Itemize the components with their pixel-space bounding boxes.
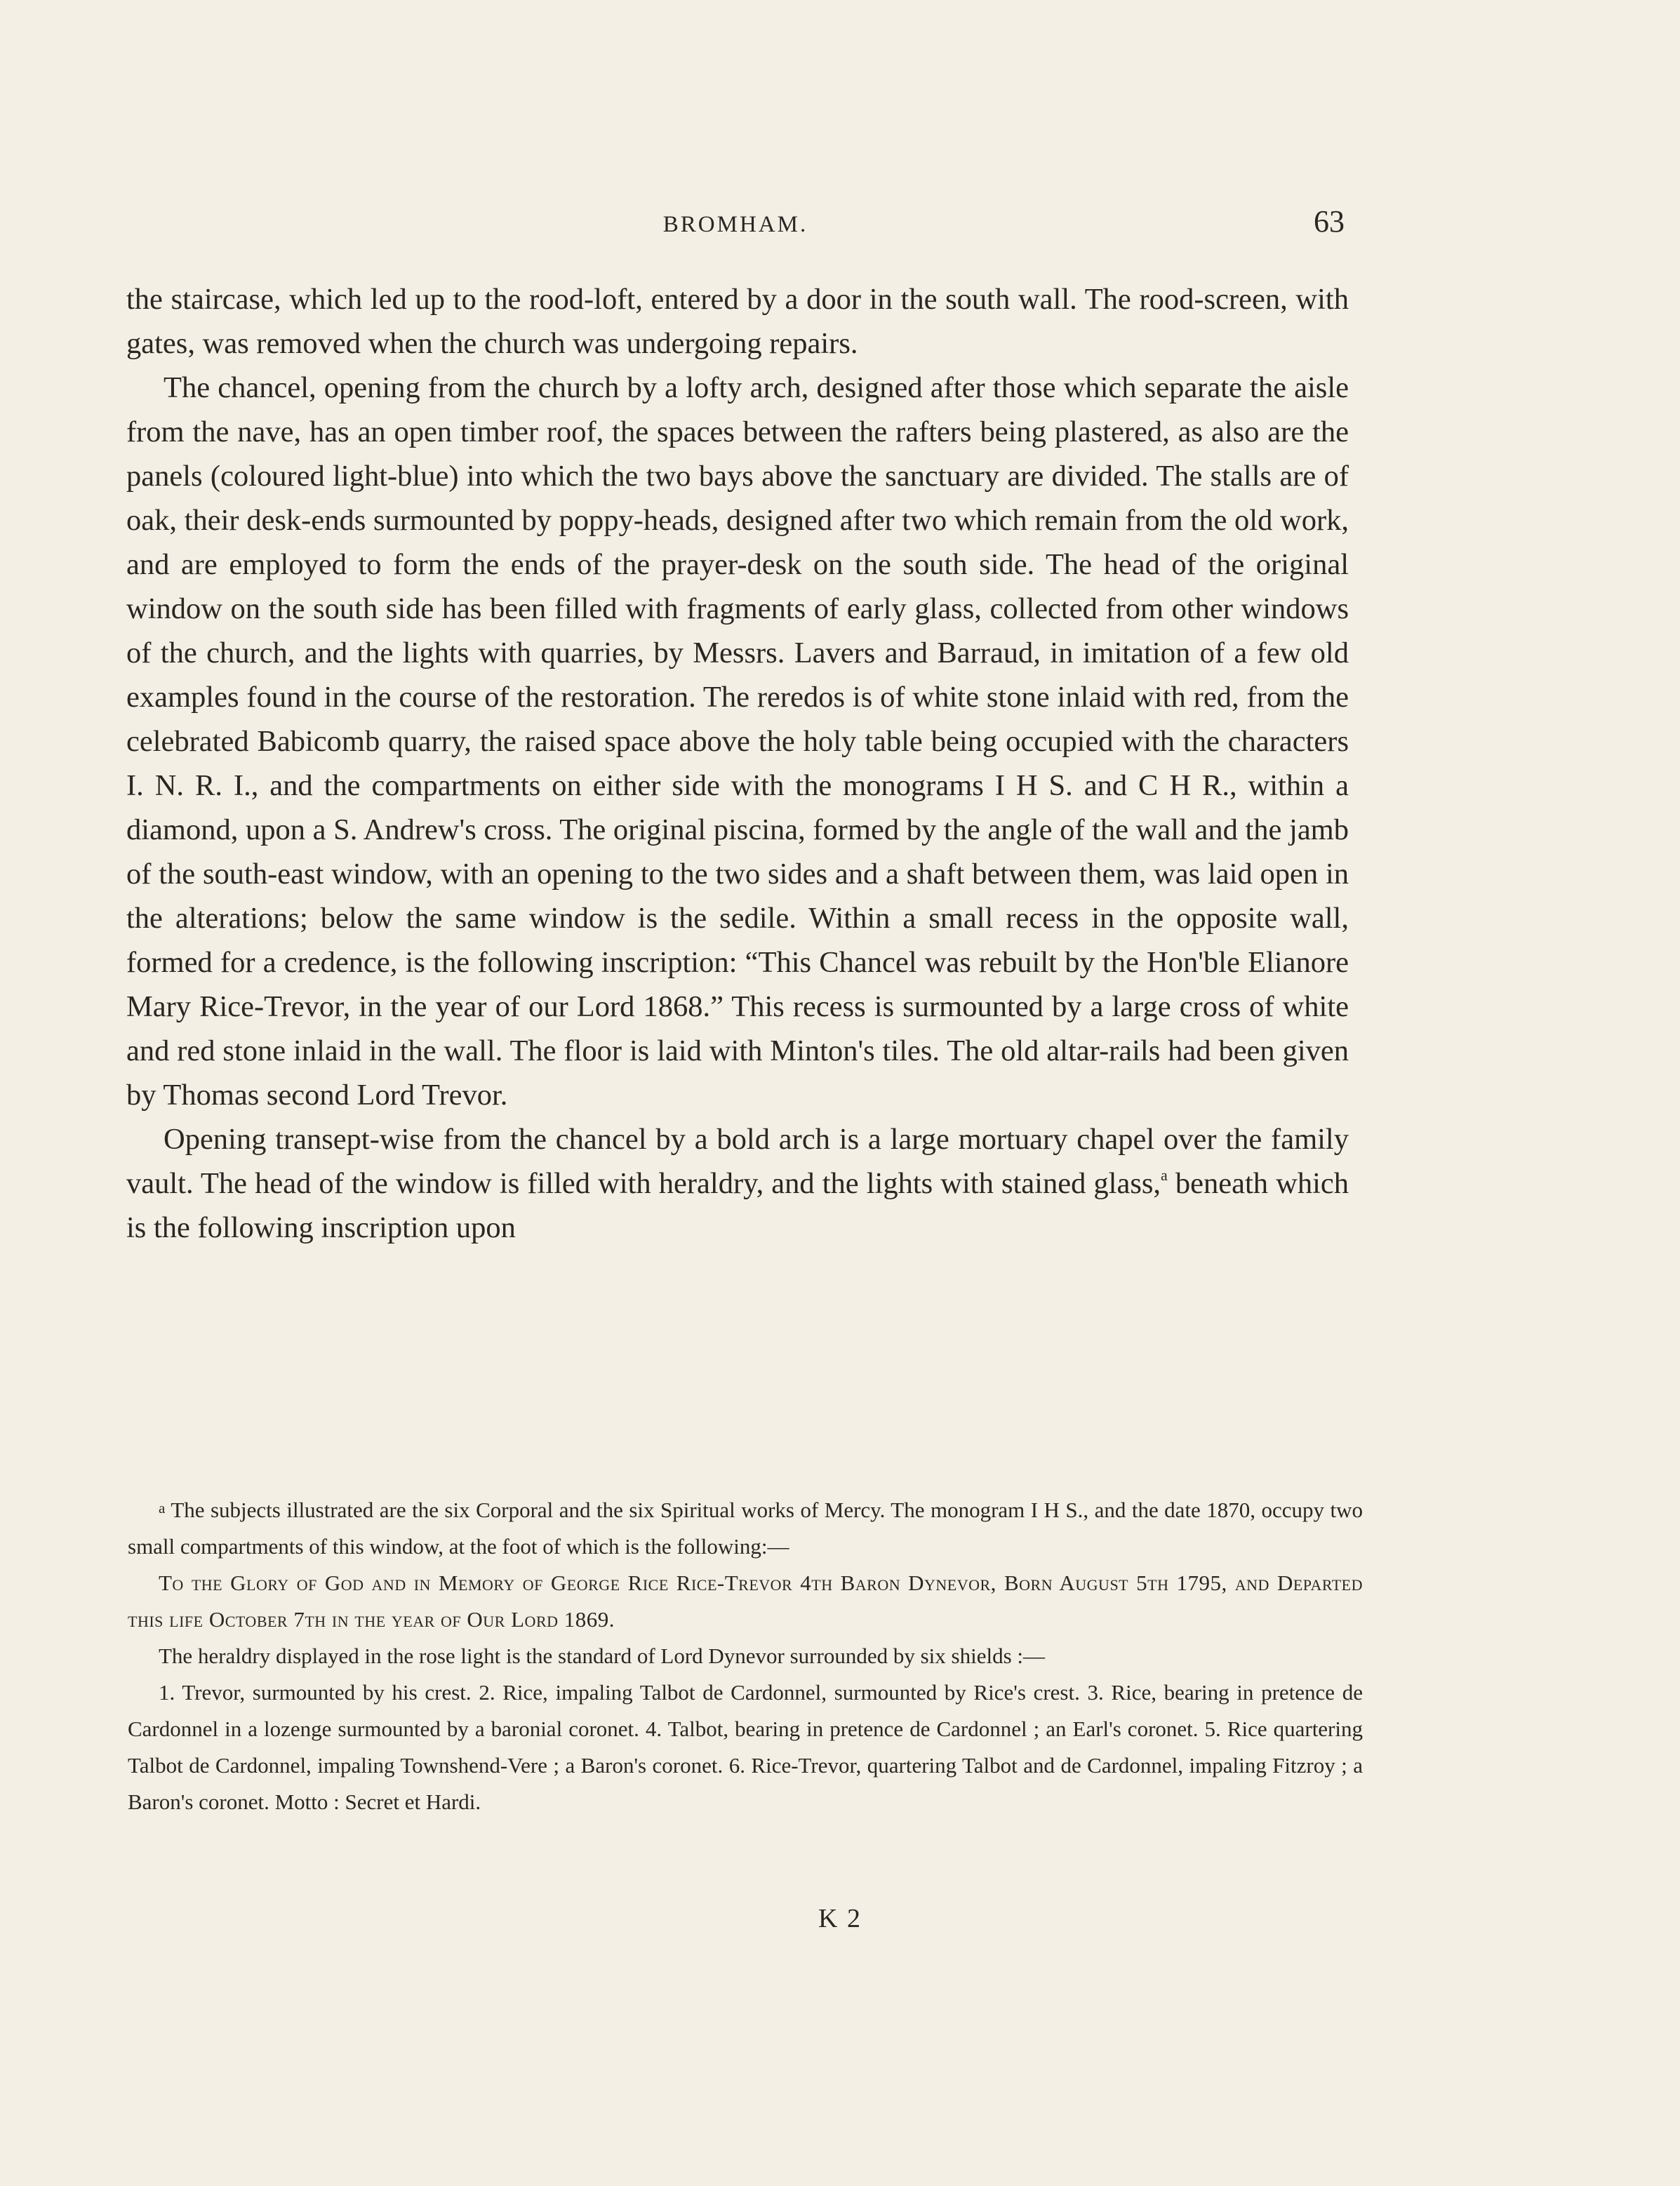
paragraph-2: The chancel, opening from the church by a lofty arch, designed after those which separate the aisle from the nave, has an open timber roof, the spaces between the rafters being plastered, as also are the panels (coloured light-blue) into which the two bays above the sanctuary are divided. The stalls are of oak, their desk-ends surmounted by poppy-heads, designed after two which remain from the old work, and are employed to form the ends of the prayer-desk on the south side. The head of the original window on the south side has been filled with fragments of early glass, collected from other windows of the church, and the lights with quarries, by Messrs. Lavers and Barraud, in imitation of a few old examples found in the course of the restoration. The reredos is of white stone inlaid with red, from the celebrated Babicomb quarry, the raised space above the holy table being occupied with the characters I. N. R. I., and the compartments on either side with the monograms I H S. and C H R., within a diamond, upon a S. Andrew's cross. The original piscina, formed by the angle of the wall and the jamb of the south-east window, with an opening to the two sides and a shaft between them, was laid open in the alterations; below the same window is the sedile. Within a small recess in the opposite wall, formed for a credence, is the following inscription: “This Chancel was rebuilt by the Hon'ble Elianore Mary Rice-Trevor, in the year of our Lord 1868.” This recess is surmounted by a large cross of white and red stone inlaid in the wall. The floor is laid with Minton's tiles. The old altar-rails had been given by Thomas second Lord Trevor. — [126, 371, 1349, 1112]
running-head — [126, 204, 1345, 246]
footnote-heraldry-intro: The heraldry displayed in the rose light is the standard of Lord Dynevor surrounded by six shields :— — [159, 1644, 1045, 1668]
footnote-block — [128, 1490, 1363, 1820]
paragraph-3 — [126, 1117, 1349, 1250]
footnote-dedication: To the Glory of God and in Memory of George Rice Rice-Trevor 4th Baron Dynevor, Born August 5th 1795, and Departed this life October 7th in the year of Our Lord 1869. — [128, 1571, 1363, 1632]
body-text — [126, 277, 1349, 1250]
paragraph-3-text: Opening transept-wise from the chancel by a bold arch is a large mortuary chapel over the family vault. The head of the window is filled with heraldry, and the lights with stained glass, — [126, 1123, 1349, 1200]
page-number: 63 — [1314, 204, 1345, 239]
running-title: BROMHAM. — [662, 212, 808, 237]
footnote-intro-text: The subjects illustrated are the six Corporal and the six Spiritual works of Mercy. The monogram I H S., and the date 1870, occupy two small compartments of this window, at the foot of which is the following:— — [128, 1498, 1363, 1559]
footnote-mark: a — [159, 1500, 166, 1517]
footnote-shields: 1. Trevor, surmounted by his crest. 2. Rice, impaling Talbot de Cardonnel, surmounted by Rice's crest. 3. Rice, bearing in pretence de Cardonnel in a lozenge surmounted by a baronial coronet. 4. Talbot, bearing in pretence de Cardonnel ; an Earl's coronet. 5. Rice quartering Talbot de Cardonnel, impaling Townshend-Vere ; a Baron's coronet. 6. Rice-Trevor, quartering Talbot and de Cardonnel, impaling Fitzroy ; a Baron's coronet. Motto : Secret et Hardi. — [128, 1680, 1363, 1814]
signature-mark: K 2 — [818, 1904, 862, 1933]
footnote-reference: a — [1161, 1166, 1168, 1184]
paragraph-3-continuation: beneath which is the following inscription upon — [126, 1167, 1349, 1244]
paragraph-1: the staircase, which led up to the rood-loft, entered by a door in the south wall. The rood-screen, with gates, was removed when the church was undergoing repairs. — [126, 283, 1349, 360]
footnote-intro — [128, 1490, 1363, 1565]
